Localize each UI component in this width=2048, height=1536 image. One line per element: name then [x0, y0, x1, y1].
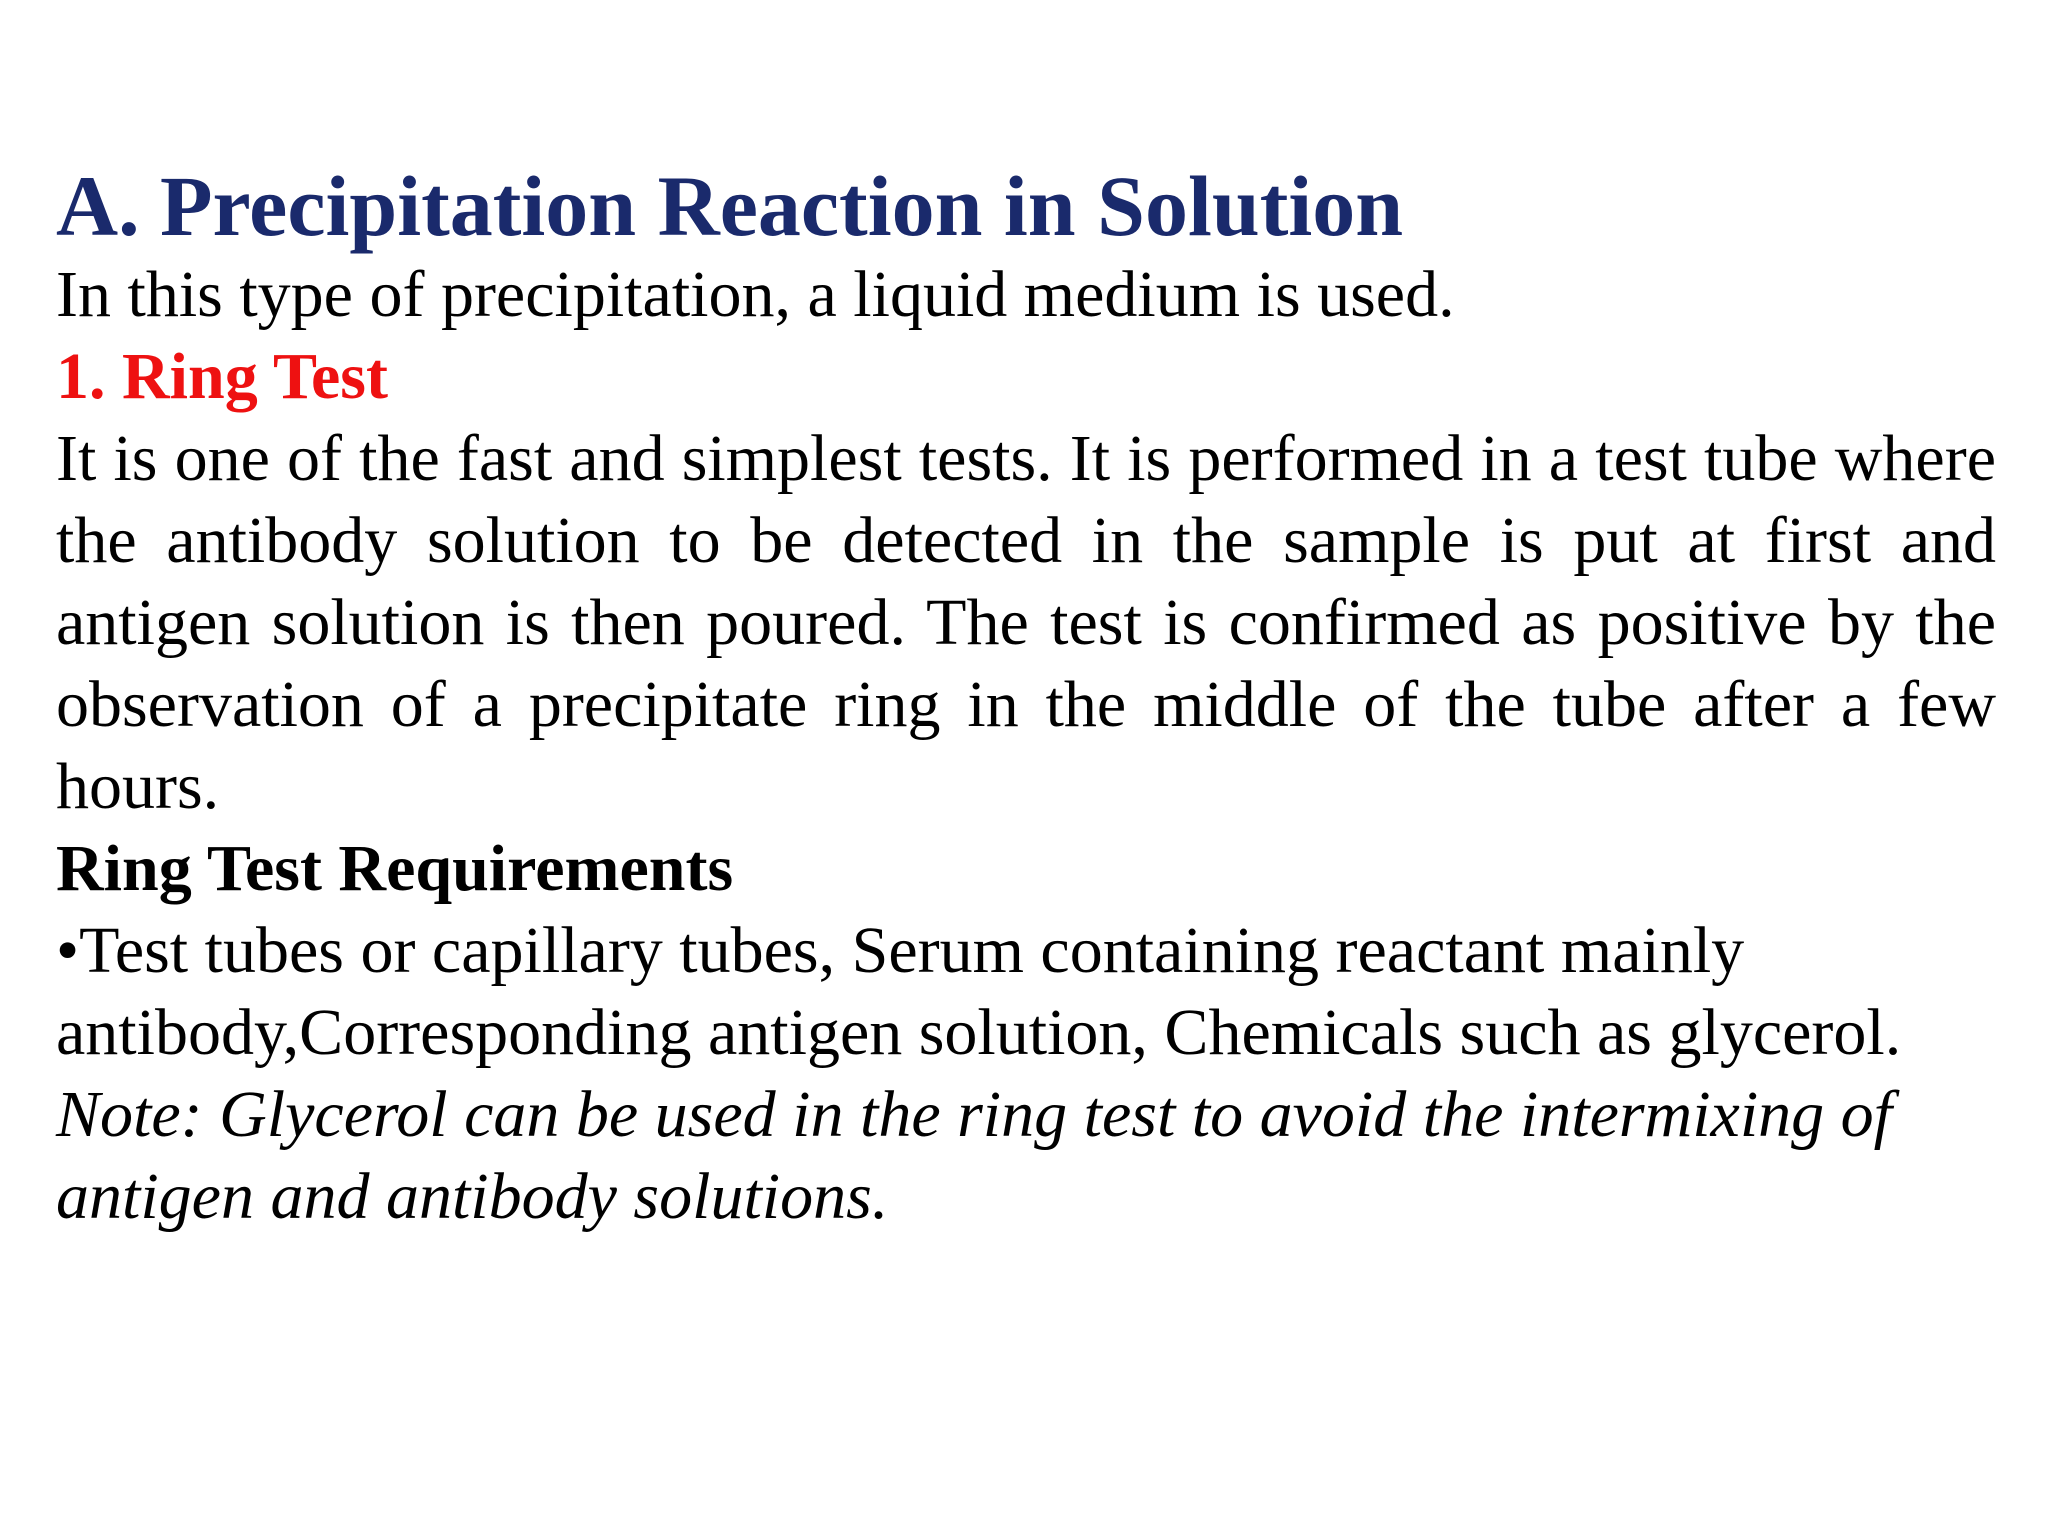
bullet-glyph: • — [56, 914, 80, 987]
note-text: Note: Glycerol can be used in the ring test to avoid the intermixing of antigen and antibody solutions. — [56, 1078, 1893, 1233]
slide-content — [56, 158, 1996, 1238]
intro-text: In this type of precipitation, a liquid medium is used. — [56, 258, 1455, 331]
slide-heading — [56, 158, 1996, 254]
requirements-text: Test tubes or capillary tubes, Serum containing reactant mainly antibody,Corresponding antigen solution, Chemicals such as glycerol. — [56, 914, 1902, 1069]
section-title: 1. Ring Test — [56, 340, 388, 413]
requirements-title: Ring Test Requirements — [56, 832, 734, 905]
heading-title: Precipitation Reaction in Solution — [160, 158, 1404, 254]
heading-marker: A. — [56, 158, 140, 254]
requirements-item — [56, 910, 1996, 1074]
section-body: It is one of the fast and simplest tests. It is performed in a test tube where the antibody solution to be detected in the sample is put at first and antigen solution is then poured. The test is confirmed as positive by the observation of a precipitate ring in the middle of the tube after a few hours. — [56, 422, 1996, 823]
